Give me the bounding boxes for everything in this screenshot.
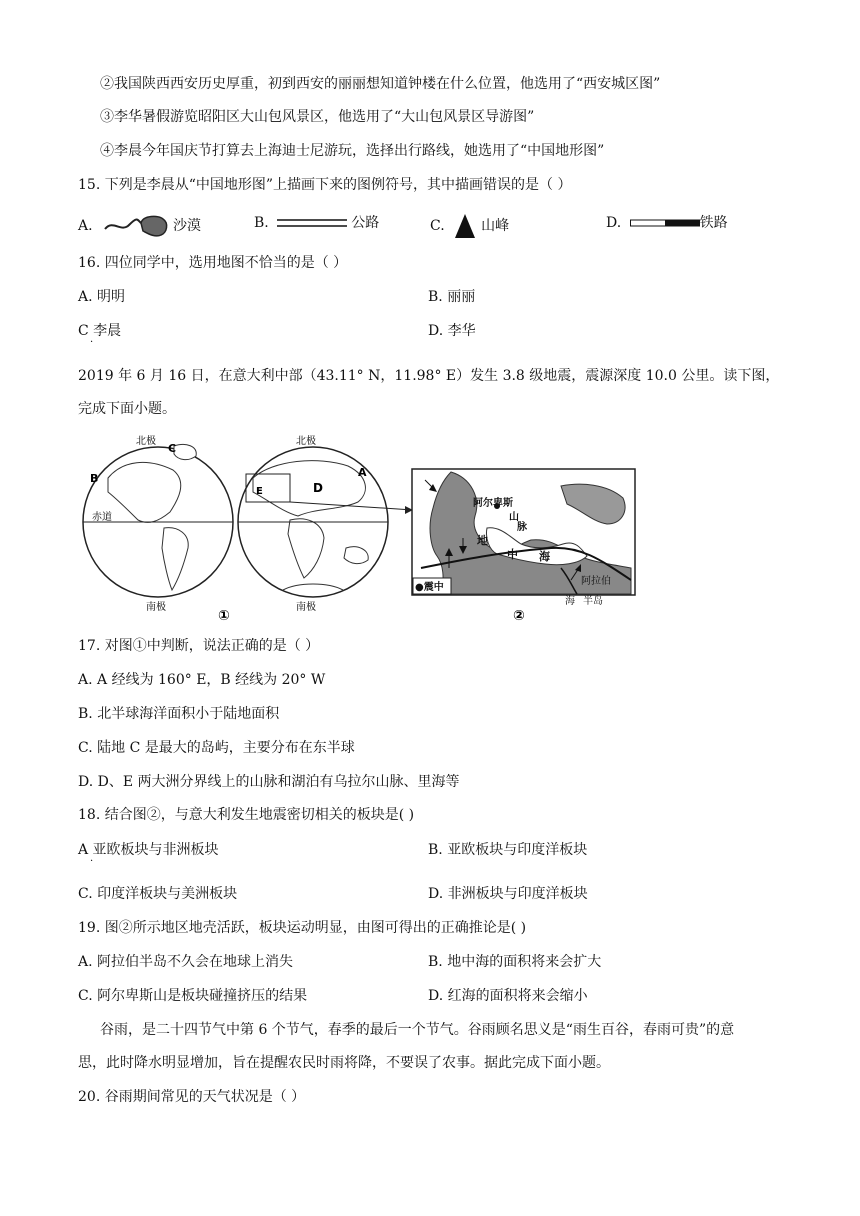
figure-2-number: ②	[513, 608, 525, 624]
q19-option-c: C. 阿尔卑斯山是板块碰撞挤压的结果	[78, 988, 308, 1004]
q15-option-c-label: 山峰	[481, 218, 510, 234]
south-pole-right-label: 南极	[296, 602, 316, 613]
railway-symbol-icon	[630, 217, 700, 229]
option-dot: ·	[90, 337, 94, 348]
epicenter-legend: ●震中	[415, 582, 444, 593]
q19-option-d: D. 红海的面积将来会缩小	[428, 988, 588, 1004]
med-label-3: 海	[539, 550, 550, 563]
equator-label: 赤道	[92, 512, 112, 523]
q17-option-b: B. 北半球海洋面积小于陆地面积	[78, 706, 280, 722]
north-pole-right-label: 北极	[296, 436, 316, 447]
intro-earthquake-line2: 完成下面小题。	[78, 401, 176, 417]
q18-option-a: A 亚欧板块与非洲板块	[78, 842, 219, 858]
q17-option-a: A. A 经线为 160° E，B 经线为 20° W	[78, 672, 326, 688]
arabia-label-2: 半岛	[583, 596, 603, 607]
alps-label-2: 山	[509, 512, 519, 523]
south-pole-left-label: 南极	[146, 602, 166, 613]
label-e: E	[256, 486, 263, 497]
q15-option-d-label: 铁路	[699, 215, 728, 231]
arabia-label-3: 海	[565, 596, 575, 607]
q18-option-b: B. 亚欧板块与印度洋板块	[428, 842, 588, 858]
q15-option-b: B. 公路	[254, 215, 380, 231]
statement-3: ③李华暑假游览昭阳区大山包风景区，他选用了“大山包风景区导游图”	[100, 109, 535, 125]
label-c: C	[168, 442, 177, 455]
mediterranean-map	[411, 468, 636, 626]
q17-option-d: D. D、E 两大洲分界线上的山脉和湖泊有乌拉尔山脉、里海等	[78, 774, 460, 790]
peak-symbol-icon	[453, 213, 477, 239]
q15-option-c: C. 山峰	[430, 213, 509, 239]
q18-option-d: D. 非洲板块与印度洋板块	[428, 886, 588, 902]
q18-option-c: C. 印度洋板块与美洲板块	[78, 886, 238, 902]
med-label-1: 地	[477, 534, 488, 547]
intro-guyu-line2: 思，此时降水明显增加，旨在提醒农民时雨将降，不要误了农事。据此完成下面小题。	[78, 1055, 610, 1071]
statement-4: ④李晨今年国庆节打算去上海迪士尼游玩，选择出行路线，她选用了“中国地形图”	[100, 143, 605, 159]
q15-option-a-label: 沙漠	[173, 218, 202, 234]
q16-option-b: B. 丽丽	[428, 289, 476, 305]
label-a: A	[358, 466, 367, 479]
q16-stem: 16. 四位同学中，选用地图不恰当的是（ ）	[78, 255, 348, 271]
alps-label-3: 脉	[517, 522, 527, 533]
statement-2: ②我国陕西西安历史厚重，初到西安的丽丽想知道钟楼在什么位置，他选用了“西安城区图”	[100, 76, 661, 92]
hemisphere-figure	[78, 430, 418, 625]
q17-stem: 17. 对图①中判断，说法正确的是（ ）	[78, 638, 320, 654]
q16-option-d: D. 李华	[428, 323, 476, 339]
desert-symbol-icon	[103, 213, 173, 239]
label-b: B	[90, 472, 99, 485]
q19-option-a: A. 阿拉伯半岛不久会在地球上消失	[78, 954, 294, 970]
option-dot: ·	[90, 856, 94, 867]
q16-option-a: A. 明明	[78, 289, 126, 305]
alps-label-1: 阿尔卑斯	[473, 498, 513, 509]
q15-stem: 15. 下列是李晨从“中国地形图”上描画下来的图例符号，其中描画错误的是（ ）	[78, 177, 572, 193]
road-symbol-icon	[277, 216, 347, 230]
intro-earthquake-line1: 2019 年 6 月 16 日，在意大利中部（43.11° N，11.98° E）发生 3.8 级地震，震源深度 10.0 公里。读下图，	[78, 368, 780, 384]
q20-stem: 20. 谷雨期间常见的天气状况是（ ）	[78, 1089, 306, 1105]
intro-guyu-line1: 谷雨，是二十四节气中第 6 个节气，春季的最后一个节气。谷雨顾名思义是“雨生百谷，春雨可贵”的意	[100, 1022, 735, 1038]
q16-option-c: C 李晨	[78, 323, 122, 339]
q19-option-b: B. 地中海的面积将来会扩大	[428, 954, 602, 970]
med-label-2: 中	[507, 548, 518, 561]
q15-option-b-label: 公路	[351, 215, 380, 231]
figure-1-number: ①	[218, 608, 230, 624]
q15-option-d: D. 铁路	[606, 215, 728, 231]
q19-stem: 19. 图②所示地区地壳活跃，板块运动明显，由图可得出的正确推论是( )	[78, 920, 527, 936]
label-d: D	[313, 481, 323, 495]
q17-option-c: C. 陆地 C 是最大的岛屿，主要分布在东半球	[78, 740, 355, 756]
q15-option-a: A. 沙漠	[78, 213, 201, 239]
q18-stem: 18. 结合图②，与意大利发生地震密切相关的板块是( )	[78, 807, 415, 823]
north-pole-left-label: 北极	[136, 436, 156, 447]
greenland-outline	[174, 444, 196, 459]
arabia-label-1: 阿拉伯	[581, 576, 611, 587]
